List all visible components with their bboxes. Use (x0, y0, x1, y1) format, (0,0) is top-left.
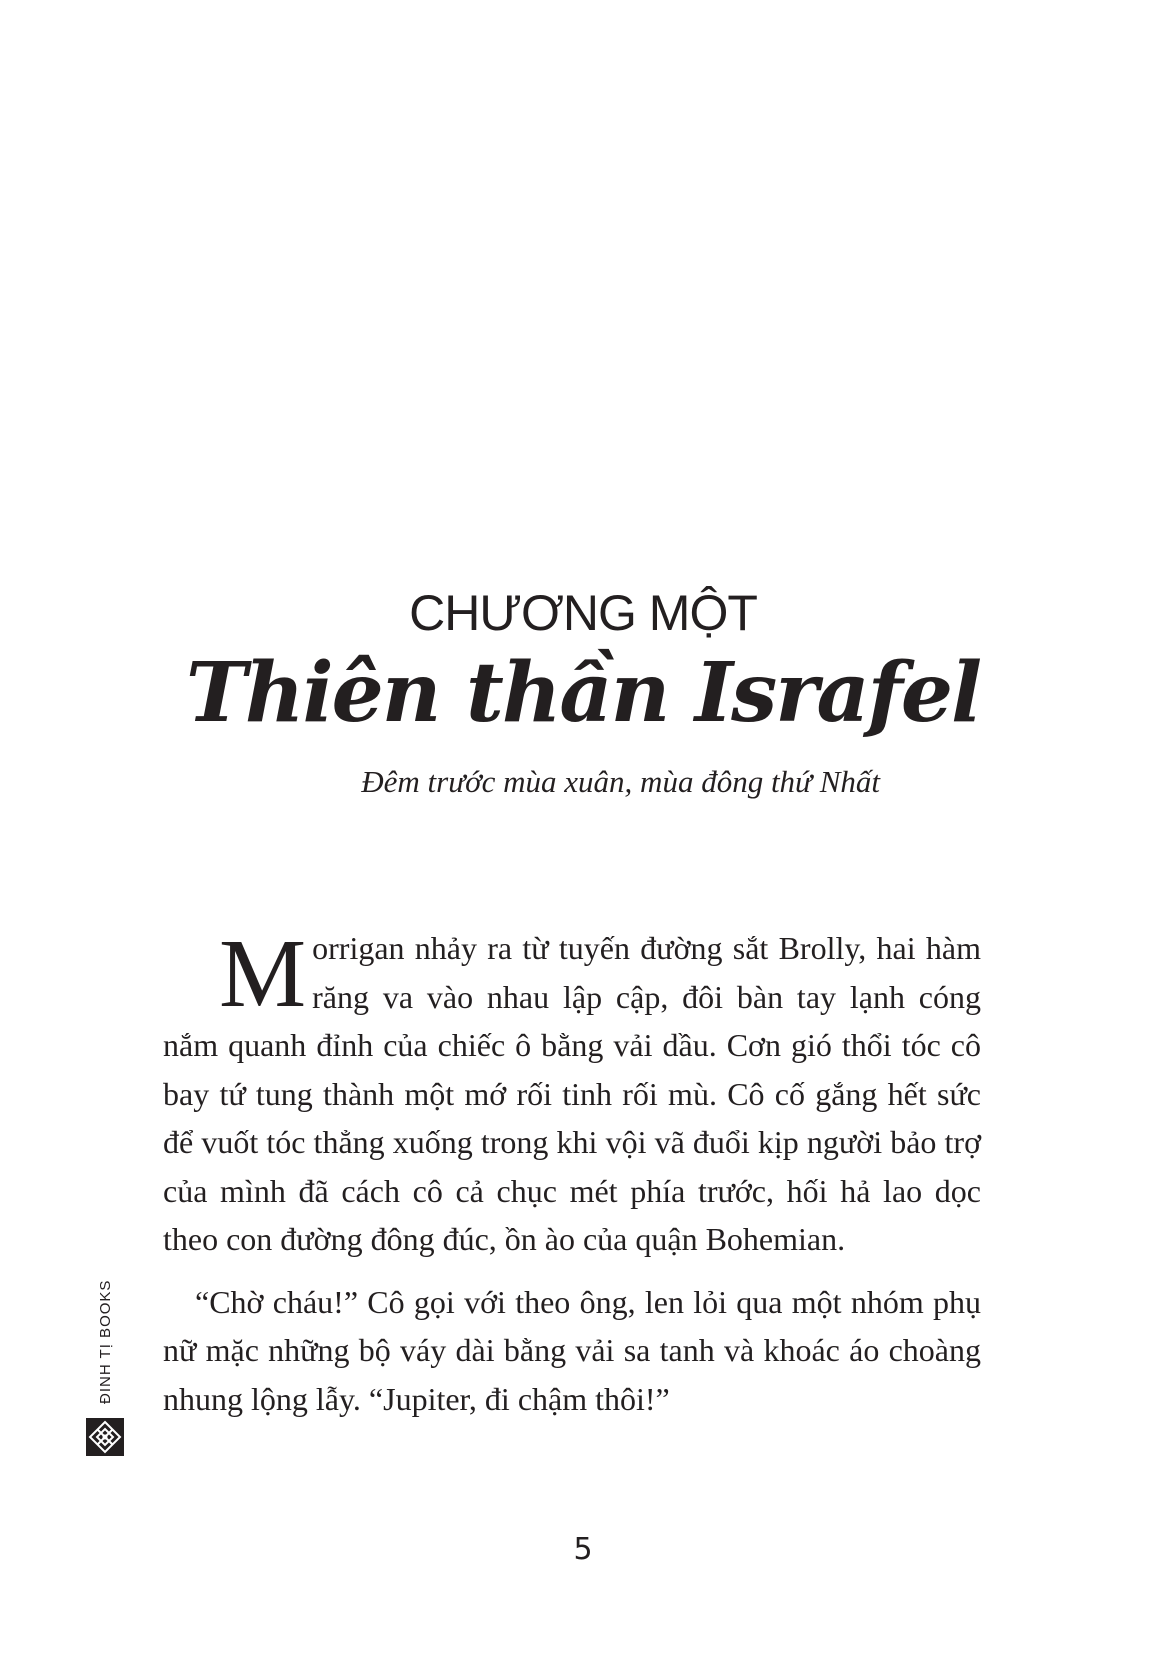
chapter-title: Thiên thần Israfel (185, 645, 981, 741)
body-text (163, 920, 981, 1423)
paragraph-2: “Chờ cháu!” Cô gọi với theo ông, len lỏi qua một nhóm phụ nữ mặc những bộ váy dài bằng vải sa tanh và khoác áo choàng nhung lộng lẫy. “Jupiter, đi chậm thôi!” (163, 1283, 981, 1417)
dinh-ti-logo-icon (86, 1418, 124, 1456)
publisher-logo (86, 1279, 126, 1456)
paragraph-1 (163, 920, 981, 1264)
chapter-subtitle: Đêm trước mùa xuân, mùa đông thứ Nhất (361, 764, 880, 799)
page-number: 5 (573, 1532, 593, 1567)
publisher-name: ĐINH TỊ BOOKS (97, 1279, 114, 1404)
chapter-label: CHƯƠNG MỘT (409, 585, 757, 641)
paragraph-1-text: orrigan nhảy ra từ tuyến đường sắt Brolly, hai hàm răng va vào nhau lập cập, đôi bàn tay lạnh cóng nắm quanh đỉnh của chiếc ô bằng vải dầu. Cơn gió thổi tóc cô bay tứ tung thành một mớ rối tinh rối mù. Cô cố gắng hết sức để vuốt tóc thẳng xuống trong khi vội vã đuổi kịp người bảo trợ của mình đã cách cô cả chục mét phía trước, hối hả lao dọc theo con đường đông đúc, ồn ào của quận Bohemian. (163, 930, 981, 1257)
drop-cap: M (219, 920, 307, 1028)
